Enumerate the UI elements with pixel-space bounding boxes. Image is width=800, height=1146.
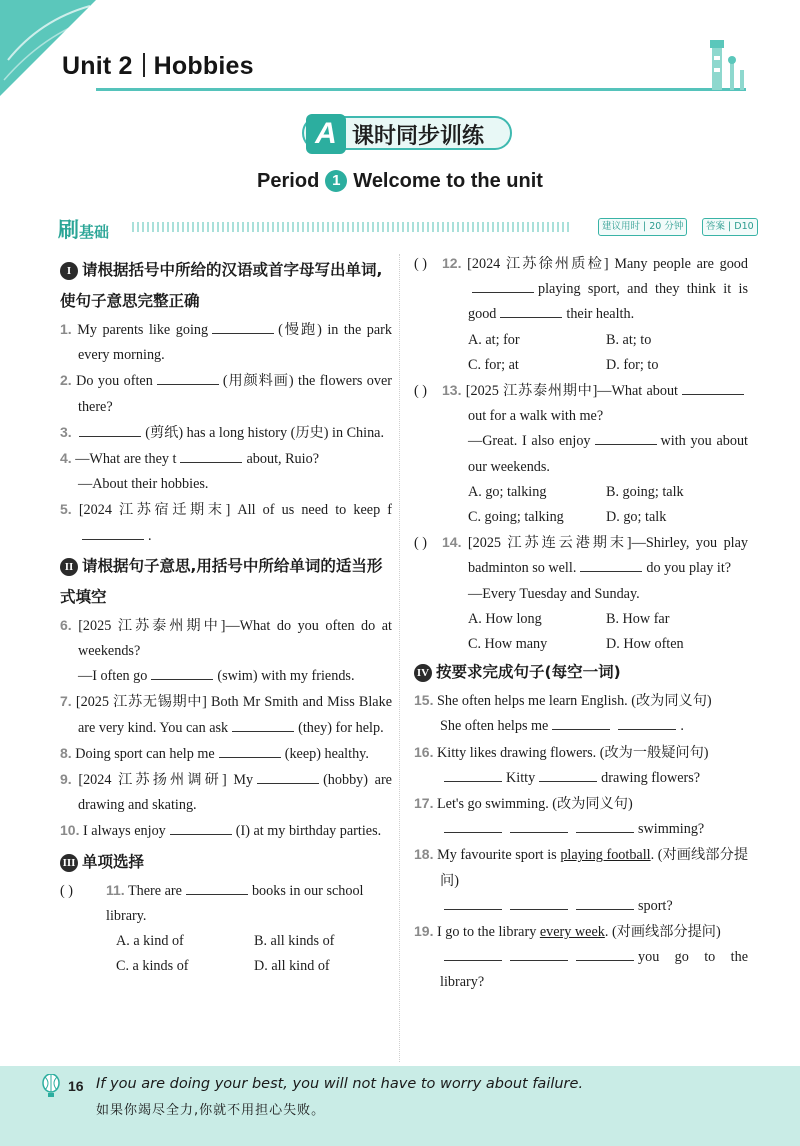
answer-blank[interactable] [510, 947, 568, 961]
question-7: 7. [2025 江苏无锡期中] Both Mr Smith and Miss Blake are very kind. You can ask (they) for help. [60, 693, 392, 736]
section-2-heading: II 请根据句子意思,用括号中所给单词的适当形式填空 [60, 556, 383, 606]
question-15: 15. She often helps me learn English. (改为同义句) She often helps me . [414, 692, 712, 735]
answer-blank[interactable] [576, 819, 634, 833]
left-column [60, 255, 392, 979]
corner-decoration [0, 0, 96, 96]
answer-blank[interactable] [170, 821, 232, 835]
answer-blank[interactable] [510, 819, 568, 833]
answer-blank[interactable] [151, 666, 213, 680]
question-6: 6. [2025 江苏泰州期中]—What do you often do at weekends? —I often go (swim) with my friends. [60, 616, 392, 685]
period-subtitle: Welcome to the unit [353, 170, 543, 192]
answer-blank[interactable] [232, 718, 294, 732]
unit-topic: Hobbies [153, 52, 254, 80]
answer-blank[interactable] [444, 819, 502, 833]
basics-bar [58, 214, 754, 242]
answer-paren[interactable]: ( ) [60, 882, 73, 899]
footer-quote-en: If you are doing your best, you will not have to worry about failure. [96, 1076, 584, 1092]
answer-blank[interactable] [219, 744, 281, 758]
period-number: 1 [325, 170, 347, 192]
suggested-time-tag: 建议用时 | 20 分钟 [598, 218, 687, 236]
answer-blank[interactable] [576, 896, 634, 910]
answer-blank[interactable] [539, 768, 597, 782]
answer-blank[interactable] [79, 423, 141, 437]
answer-blank[interactable] [472, 279, 534, 293]
answer-page-tag: 答案 | D10 [702, 218, 758, 236]
question-1: 1. My parents like going (慢跑) in the park every morning. [60, 321, 392, 364]
answer-paren[interactable]: ( ) [414, 383, 427, 400]
basics-title: 刷基础 [58, 218, 110, 242]
question-5: 5. [2024 江苏宿迁期末] All of us need to keep f. [60, 501, 393, 544]
unit-label: Unit 2 [62, 52, 133, 80]
answer-blank[interactable] [595, 431, 657, 445]
question-18: 18. My favourite sport is playing football. (对画线部分提问) sport? [414, 846, 749, 914]
answer-blank[interactable] [186, 881, 248, 895]
section-4-heading: IV 按要求完成句子(每空一词) [414, 657, 748, 688]
answer-blank[interactable] [444, 768, 502, 782]
answer-blank[interactable] [552, 716, 610, 730]
question-3: 3. (剪纸) has a long history (历史) in China. [60, 423, 385, 441]
balloon-icon [40, 1074, 62, 1098]
answer-blank[interactable] [618, 716, 676, 730]
basics-stripe [132, 222, 572, 232]
answer-blank[interactable] [580, 558, 642, 572]
section-1-heading: I 请根据括号中所给的汉语或首字母写出单词,使句子意思完整正确 [60, 261, 383, 310]
question-9: 9. [2024 江苏扬州调研] My (hobby) are drawing and skating. [60, 771, 392, 814]
answer-blank[interactable] [444, 947, 502, 961]
column-divider [399, 254, 400, 1062]
section-banner [302, 114, 512, 154]
footer-quote-cn: 如果你竭尽全力,你就不用担心失败。 [96, 1103, 326, 1118]
question-8: 8. Doing sport can help me (keep) healthy. [60, 744, 369, 762]
answer-paren[interactable]: ( ) [414, 256, 427, 272]
options: A. a kind of B. all kinds of [116, 933, 335, 950]
page-header [62, 52, 254, 81]
question-4: 4. —What are they t about, Ruio? —About their hobbies. [60, 450, 319, 493]
question-10: 10. I always enjoy (I) at my birthday parties. [60, 822, 382, 840]
right-column [414, 251, 748, 996]
question-2: 2. Do you often (用颜料画) the flowers over there? [60, 372, 392, 415]
answer-blank[interactable] [180, 449, 242, 463]
answer-blank[interactable] [576, 947, 634, 961]
options: C. a kinds of D. all kind of [116, 958, 330, 975]
question-16: 16. Kitty likes drawing flowers. (改为一般疑问句) Kitty drawing flowers? [414, 743, 709, 786]
answer-blank[interactable] [444, 896, 502, 910]
answer-blank[interactable] [257, 770, 319, 784]
page-footer [0, 1066, 800, 1146]
section-3-heading: III 单项选择 [60, 847, 392, 878]
question-12: ( ) 12. [2024 江苏徐州质检] Many people are goodplaying sport, and they think it is good their health. A. at; for B. at; to C. for; at D. for; to [414, 251, 748, 378]
answer-blank[interactable] [82, 526, 144, 540]
lighthouse-icon [696, 36, 752, 92]
answer-paren[interactable]: ( ) [414, 535, 427, 552]
answer-blank[interactable] [682, 381, 744, 395]
period-title: Period 1 Welcome to the unit [257, 170, 543, 192]
answer-blank[interactable] [212, 320, 274, 334]
question-11: ( ) 11. There are books in our school library. A. a kind of B. all kinds of C. a kinds of D. all kind of [60, 878, 392, 980]
banner-title: 课时同步训练 [352, 124, 485, 149]
question-13: ( ) 13. [2025 江苏泰州期中]—What aboutout for a walk with me? —Great. I also enjoy with you about our weekends. A. go; talking B. going; talk C. going; talking D. go; talk [414, 378, 748, 530]
banner-letter: A [306, 114, 346, 154]
header-rule [96, 88, 746, 91]
answer-blank[interactable] [157, 371, 219, 385]
answer-blank[interactable] [510, 896, 568, 910]
question-17: 17. Let's go swimming. (改为同义句) swimming? [414, 795, 705, 838]
page-number: 16 [68, 1078, 84, 1094]
question-19: 19. I go to the library every week. (对画线部分提问) you go to the library? [414, 923, 748, 991]
answer-blank[interactable] [500, 304, 562, 318]
question-14: ( ) 14. [2025 江苏连云港期末]—Shirley, you play badminton so well. do you play it? —Every Tuesday and Sunday. A. How long B. How far C. How many D. How often [414, 530, 748, 657]
